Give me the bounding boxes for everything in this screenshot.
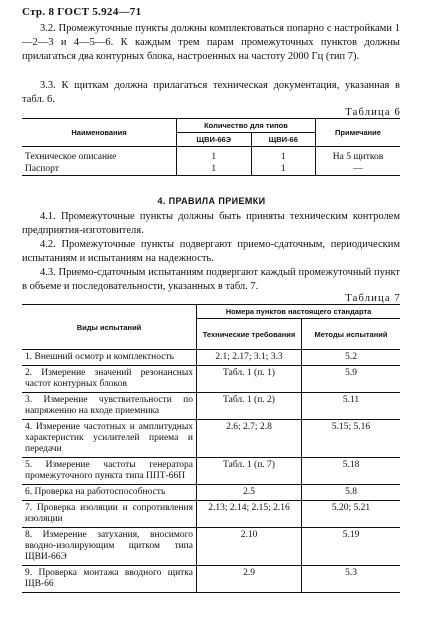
table-6-cell-note: — [316,163,401,176]
table-row [22,485,400,501]
table-row [22,420,400,458]
table-7-cell-method: 5.19 [302,528,401,566]
table-6-cell-q2: 1 [251,163,316,176]
paragraph-3-2: 3.2. Промежуточные пункты должны комплектоваться попарно с настройками 1—2—3 и 4—5—6. К каждым трем парам промежуточных пунктов должны прилагаться два контурных блока, настроенных на частоту 2000 Гц (тип 7). [22,23,400,63]
table-7-cell-req: Табл. 1 (п. 1) [197,366,302,393]
table-row [22,366,400,393]
table-7-header-methods: Методы испытаний [302,319,401,350]
section-heading: 4. ПРАВИЛА ПРИЕМКИ [157,196,266,206]
table-7-header-req: Технические требования [197,319,302,350]
table-7-cell-name: 5. Измерение частоты генератора промежуточного пункта типа ППТ-66П [22,458,197,485]
table-7-cell-req: 2.9 [197,566,302,593]
table-7-body [22,350,400,593]
table-row [22,147,400,164]
table-7-cell-req: 2.10 [197,528,302,566]
paragraph-4-3: 4.3. Приемо-сдаточным испытаниям подвергают каждый промежуточный пункт в объеме и последовательности, указанных в табл. 7. [22,267,400,293]
table-6-header-name: Наименования [22,119,177,147]
table-7-cell-name: 6. Проверка на работоспособность [22,485,197,501]
table-7-cell-method: 5.3 [302,566,401,593]
table-7-cell-method: 5.8 [302,485,401,501]
table-7-cell-name: 9. Проверка монтажа вводного щитка ЩВ-66 [22,566,197,593]
table-7-cell-method: 5.2 [302,350,401,366]
table-row [22,501,400,528]
table-7-cell-req: 2.5 [197,485,302,501]
table-7-cell-req: Табл. 1 (п. 7) [197,458,302,485]
page-header: Стр. 8 ГОСТ 5.924—71 [22,6,142,18]
table-row [22,350,400,366]
table-7-cell-method: 5.15; 5.16 [302,420,401,458]
table-7-cell-method: 5.9 [302,366,401,393]
paragraph-3-3: 3.3. К щиткам должна прилагаться техническая документация, указанная в табл. 6. [22,80,400,106]
table-7-cell-name: 2. Измерение значений резонансных частот контурных блоков [22,366,197,393]
table-6-cell-q1: 1 [177,163,252,176]
table-7-cell-method: 5.20; 5.21 [302,501,401,528]
table-6-caption: Таблица 6 [345,107,401,118]
table-7-header-group: Номера пунктов настоящего стандарта [197,305,401,319]
table-6-cell-name: Паспорт [22,163,177,176]
paragraph-4-2: 4.2. Промежуточные пункты подвергают приемо-сдаточным, периодическим испытаниям и испытаниям на надежность. [22,239,400,265]
table-7-cell-method: 5.18 [302,458,401,485]
table-6-cell-q2: 1 [251,147,316,164]
table-6-cell-note: На 5 щитков [332,152,384,162]
table-6-header-qty: Количество для типов [177,119,316,133]
table-7-cell-req: Табл. 1 (п. 2) [197,393,302,420]
table-7-cell-name: 1. Внешний осмотр и комплектность [22,350,197,366]
table-7-header-tests: Виды испытаний [22,305,197,350]
table-row [22,163,400,176]
table-6-header-type2: ЩВИ-66 [251,133,316,147]
table-7-cell-req: 2.13; 2.14; 2.15; 2.16 [197,501,302,528]
table-6-cell-q1: 1 [177,147,252,164]
table-6-cell-name: Техническое описание [22,147,177,164]
table-6-header-type1: ЩВИ-66Э [177,133,252,147]
table-7-cell-method: 5.11 [302,393,401,420]
paragraph-4-1: 4.1. Промежуточные пункты должны быть приняты техническим контролем предприятия-изготовителя. [22,211,400,237]
table-7-cell-req: 2.1; 2.17; 3.1; 3.3 [197,350,302,366]
table-7-cell-name: 3. Измерение чувствительности по напряжению на входе приемника [22,393,197,420]
table-7-cell-req: 2.6; 2.7; 2.8 [197,420,302,458]
table-row [22,566,400,593]
table-row [22,528,400,566]
table-7-cell-name: 4. Измерение частотных и амплитудных характеристик усилителей приема и передачи [22,420,197,458]
table-7-caption: Таблица 7 [345,293,401,304]
table-row [22,458,400,485]
table-7-cell-name: 8. Измерение затухания, вносимого вводно-изолирующим щитком типа ЩВИ-66Э [22,528,197,566]
table-7 [22,304,400,593]
table-row [22,393,400,420]
table-6-header-note: Примечание [316,119,401,147]
table-7-cell-name: 7. Проверка изоляции и сопротивления изоляции [22,501,197,528]
table-6 [22,118,400,176]
